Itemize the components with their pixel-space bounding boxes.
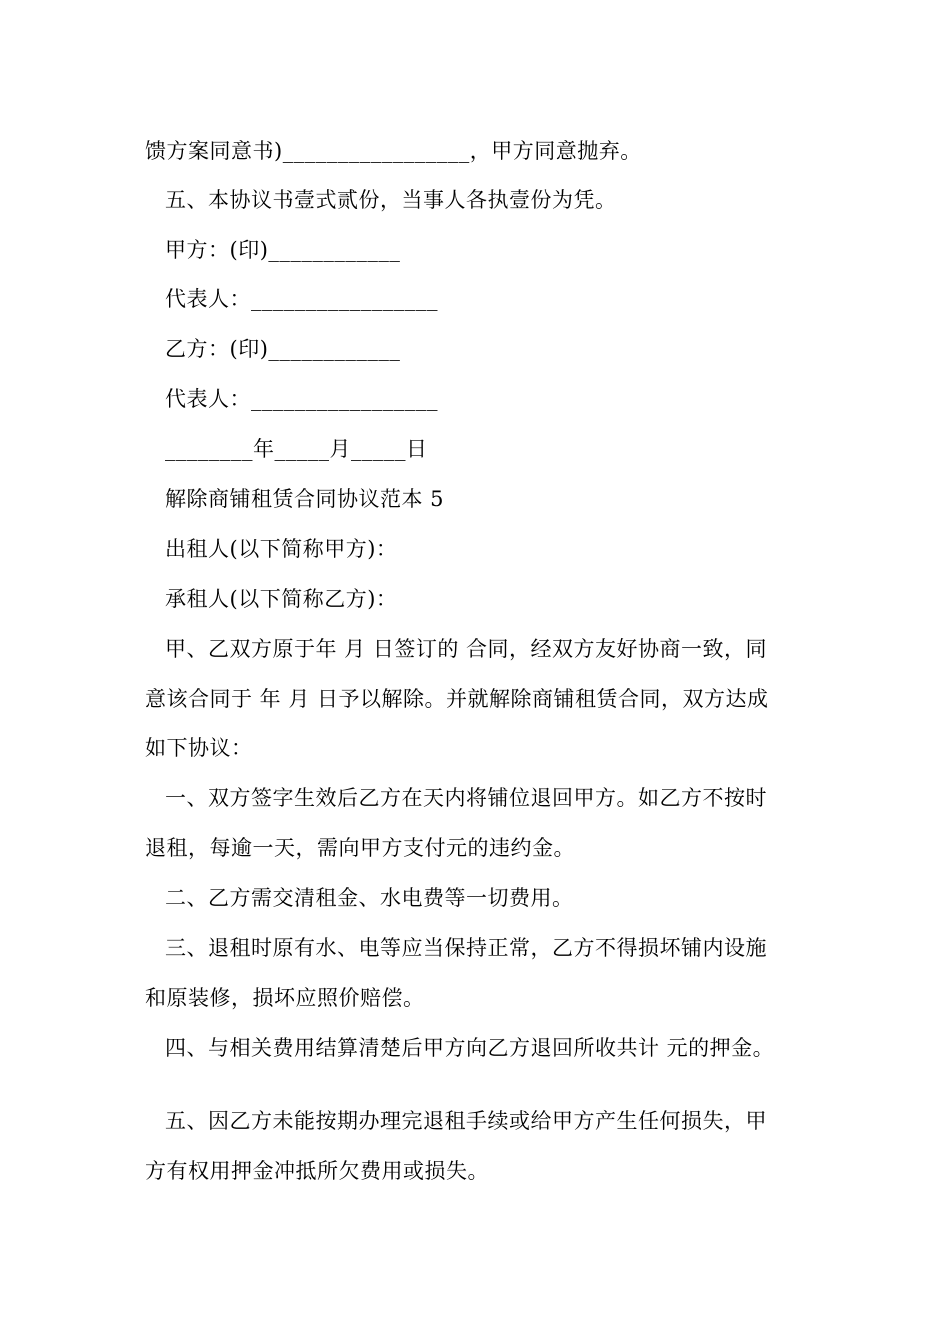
clause-1: 一、双方签字生效后乙方在天内将铺位退回甲方。如乙方不按时 — [165, 786, 767, 810]
clause-3: 三、退租时原有水、电等应当保持正常，乙方不得损坏铺内设施 — [165, 936, 767, 960]
signature-line-representative-a: 代表人：_________________ — [165, 287, 438, 311]
clause-5: 五、因乙方未能按期办理完退租手续或给甲方产生任何损失，甲 — [165, 1109, 767, 1133]
text-line: 五、本协议书壹式贰份，当事人各执壹份为凭。 — [165, 188, 617, 212]
text-line: 甲、乙双方原于年 月 日签订的 合同，经双方友好协商一致，同 — [165, 637, 768, 661]
clause-3-cont: 和原装修，损坏应照价赔偿。 — [145, 986, 425, 1010]
clause-4: 四、与相关费用结算清楚后甲方向乙方退回所收共计 元的押金。 — [165, 1036, 775, 1060]
clause-2: 二、乙方需交清租金、水电费等一切费用。 — [165, 886, 574, 910]
signature-line-party-b: 乙方：(印)____________ — [165, 337, 401, 361]
section-title: 解除商铺租赁合同协议范本 5 — [165, 487, 445, 511]
signature-line-representative-b: 代表人：_________________ — [165, 387, 438, 411]
signature-line-party-a: 甲方：(印)____________ — [165, 238, 401, 262]
text-line: 意该合同于 年 月 日予以解除。并就解除商铺租赁合同，双方达成 — [145, 687, 769, 711]
clause-5-cont: 方有权用押金冲抵所欠费用或损失。 — [145, 1159, 489, 1183]
clause-1-cont: 退租，每逾一天，需向甲方支付元的违约金。 — [145, 836, 575, 860]
date-line: ________年_____月_____日 — [165, 437, 428, 461]
text-line: 如下协议： — [145, 736, 253, 760]
lessor-line: 出租人(以下简称甲方)： — [165, 537, 398, 561]
text-line: 馈方案同意书)_________________，甲方同意抛弃。 — [145, 139, 642, 163]
lessee-line: 承租人(以下简称乙方)： — [165, 587, 398, 611]
